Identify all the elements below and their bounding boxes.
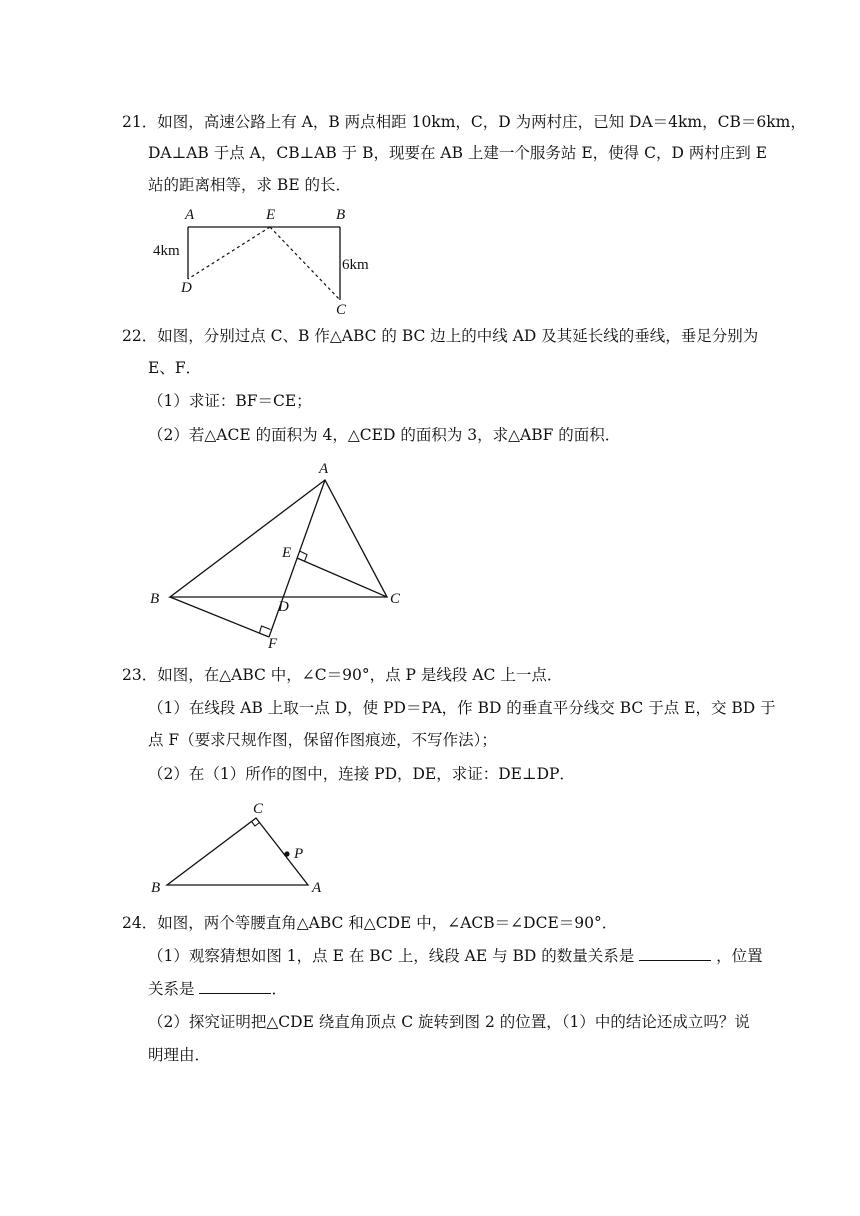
q23-part1-line2: 点 F（要求尺规作图，保留作图痕迹，不写作法）； bbox=[148, 731, 497, 749]
q21-label-da-length: 4km bbox=[153, 243, 180, 259]
q22-label-f: F bbox=[268, 636, 278, 650]
q23-point-p bbox=[284, 851, 289, 856]
q24-answer-blank-2[interactable] bbox=[199, 979, 271, 994]
q22-text-line1: 22．如图，分别过点 C、B 作△ABC 的 BC 边上的中线 AD 及其延长线的垂线，垂足分别为 bbox=[122, 327, 759, 345]
q21-text-line3: 站的距离相等，求 BE 的长． bbox=[148, 176, 352, 194]
q24-part1-line2-pre: 关系是 bbox=[148, 980, 195, 998]
q21-label-e: E bbox=[266, 207, 276, 223]
q22-label-d: D bbox=[278, 599, 289, 615]
q21-text-line2: DA⊥AB 于点 A，CB⊥AB 于 B，现要在 AB 上建一个服务站 E，使得 C，D 两村庄到 E bbox=[148, 144, 768, 162]
q22-text-line2: E、F． bbox=[148, 359, 202, 377]
q23-label-p: P bbox=[294, 846, 304, 862]
q24-answer-blank-1[interactable] bbox=[639, 946, 711, 961]
q22-segment-ce bbox=[297, 558, 387, 597]
q22-label-e: E bbox=[282, 545, 292, 561]
q22-part1: （1）求证：BF＝CE； bbox=[148, 392, 312, 410]
q24-part1-line1-post: ，位置 bbox=[716, 947, 763, 965]
q22-right-angle-f bbox=[260, 626, 271, 633]
q23-text-line1: 23．如图，在△ABC 中，∠C＝90°，点 P 是线段 AC 上一点． bbox=[122, 666, 563, 684]
q22-figure bbox=[145, 455, 415, 650]
q21-label-b: B bbox=[336, 207, 346, 223]
q21-figure bbox=[145, 200, 405, 322]
q22-label-a: A bbox=[319, 461, 329, 477]
q22-segment-bf bbox=[170, 597, 269, 637]
q24-part2-line1: （2）探究证明把△CDE 绕直角顶点 C 旋转到图 2 的位置，（1）中的结论还成立吗？说 bbox=[148, 1013, 750, 1031]
q21-label-c: C bbox=[336, 302, 347, 318]
q23-figure bbox=[145, 796, 345, 896]
q21-segment-ed bbox=[188, 227, 270, 279]
q23-part2: （2）在（1）所作的图中，连接 PD，DE，求证：DE⊥DP． bbox=[148, 765, 575, 783]
q21-label-a: A bbox=[185, 207, 195, 223]
q24-part1-line2 bbox=[148, 978, 287, 1000]
q23-part1-line1: （1）在线段 AB 上取一点 D，使 PD＝PA，作 BD 的垂直平分线交 BC 于点 E，交 BD 于 bbox=[148, 699, 776, 717]
q23-right-angle-c bbox=[252, 822, 260, 827]
q23-label-c: C bbox=[253, 801, 264, 817]
q24-part1-line1-pre: （1）观察猜想如图 1，点 E 在 BC 上，线段 AE 与 BD 的数量关系是 bbox=[148, 947, 635, 965]
q22-label-c: C bbox=[390, 591, 401, 607]
q22-label-b: B bbox=[150, 591, 160, 607]
q22-part2: （2）若△ACE 的面积为 4，△CED 的面积为 3，求△ABF 的面积． bbox=[148, 426, 621, 444]
q21-label-d: D bbox=[181, 280, 192, 296]
q24-part2-line2: 明理由． bbox=[148, 1046, 211, 1064]
q21-segment-ec bbox=[270, 227, 340, 300]
q24-part1-line2-post: ． bbox=[271, 980, 287, 998]
q21-text-line1: 21．如图，高速公路上有 A，B 两点相距 10km，C，D 为两村庄，已知 DA＝4km，CB＝6km， bbox=[122, 113, 806, 131]
q23-label-a: A bbox=[312, 880, 322, 896]
q24-part1-line1 bbox=[148, 945, 763, 967]
q24-text-line1: 24．如图，两个等腰直角△ABC 和△CDE 中，∠ACB＝∠DCE＝90°． bbox=[122, 914, 618, 932]
q21-label-cb-length: 6km bbox=[342, 257, 369, 273]
q23-label-b: B bbox=[151, 880, 161, 896]
q22-triangle-abc bbox=[170, 480, 387, 597]
